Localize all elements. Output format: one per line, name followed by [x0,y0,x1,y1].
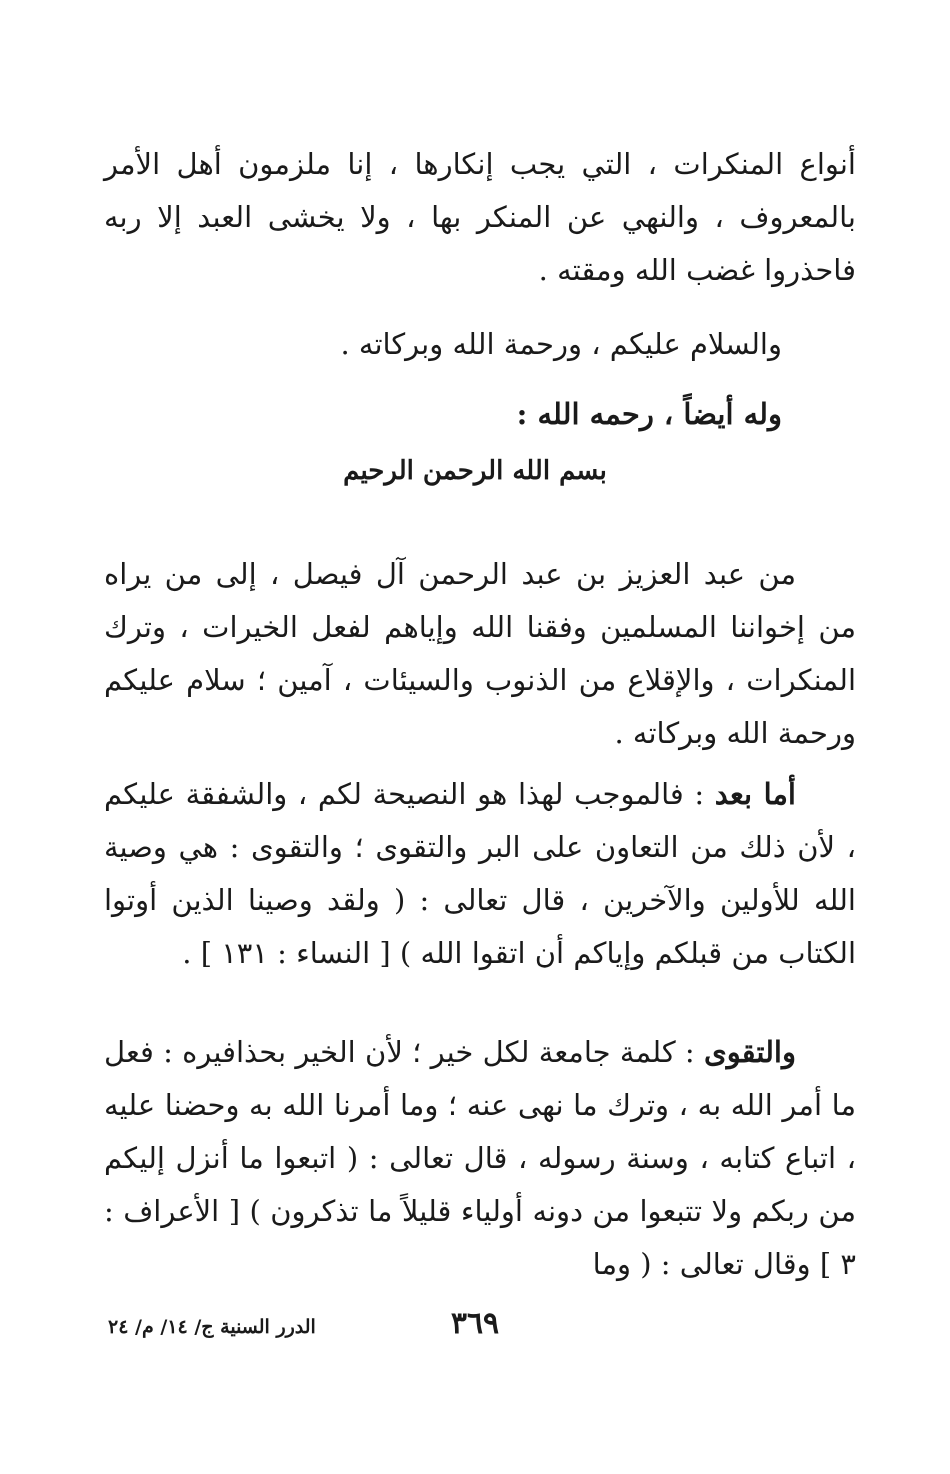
source-reference: الدرر السنية ج/ ١٤/ م/ ٢٤ [108,1316,316,1338]
paragraph-continued: أنواع المنكرات ، التي يجب إنكارها ، إنا ملزمون أهل الأمر بالمعروف ، والنهي عن المنكر بها ، ولا يخشى العبد إلا ربه فاحذروا غضب الله ومقته . [104,147,856,287]
paragraph-body: : فالموجب لهذا هو النصيحة لكم ، والشفقة عليكم ، لأن ذلك من التعاون على البر والتقوى ؛ والتقوى : هي وصية الله للأولين والآخرين ، قال تعالى : ( ولقد وصينا الذين أوتوا الكتاب من قبلكم وإياكم أن اتقوا الله ) [ النساء : ١٣١ ] . [104,777,856,970]
basmala-calligraphy: بسم الله الرحمن الرحيم [343,456,607,486]
paragraph-amma-bad [104,768,856,980]
page-number: ٣٦٩ [450,1306,500,1341]
paragraph-lead-word: أما بعد [714,777,796,811]
paragraph-taqwa [104,1026,856,1291]
paragraph-body: : كلمة جامعة لكل خير ؛ لأن الخير بحذافيره : فعل ما أمر الله به ، وترك ما نهى عنه ؛ وما أمرنا الله به وحضنا عليه ، اتباع كتابه ، وسنة رسوله ، قال تعالى : ( اتبعوا ما أنزل إليكم من ربكم ولا تتبعوا من دونه أولياء قليلاً ما تذكرون ) [ الأعراف : ٣ ] وقال تعالى : ( وما [104,1035,856,1281]
paragraph-lead-word: والتقوى [704,1035,796,1069]
paragraph-salutation: والسلام عليكم ، ورحمة الله وبركاته . [340,327,782,361]
paragraph-letter-opening: من عبد العزيز بن عبد الرحمن آل فيصل ، إلى من يراه من إخواننا المسلمين وفقنا الله وإياهم لفعل الخيرات ، وترك المنكرات ، والإقلاع من الذنوب والسيئات ، آمين ؛ سلام عليكم ورحمة الله وبركاته . [104,557,856,750]
section-heading: وله أيضاً ، رحمه الله : [516,397,782,431]
